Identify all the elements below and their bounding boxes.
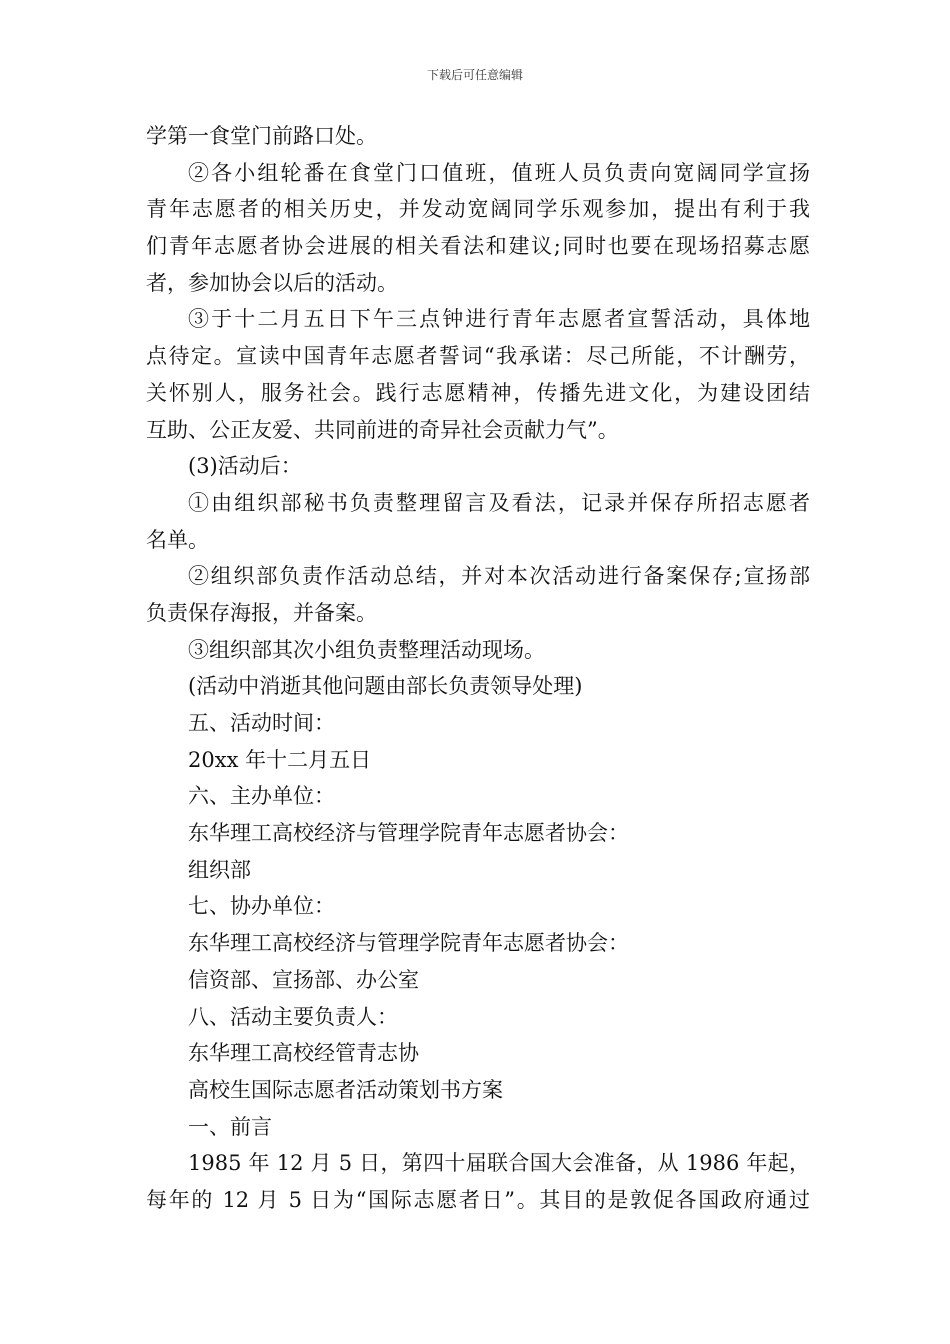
text-line: 点待定。宣读中国青年志愿者誓词“我承诺：尽己所能，不计酬劳， [146,344,810,369]
text-line: 六、主办单位： [188,784,335,809]
text-line: 名单。 [146,527,209,552]
text-line: ②各小组轮番在食堂门口值班，值班人员负责向宽阔同学宣扬 [188,160,810,185]
text-line: 们青年志愿者协会进展的相关看法和建议;同时也要在现场招募志愿 [146,234,810,259]
text-line: 负责保存海报，并备案。 [146,600,377,625]
text-line: (3)活动后： [188,454,302,479]
text-line: 信资部、宣扬部、办公室 [188,967,419,992]
text-line: 青年志愿者的相关历史，并发动宽阔同学乐观参加，提出有利于我 [146,197,810,222]
text-line: ①由组织部秘书负责整理留言及看法，记录并保存所招志愿者 [188,490,810,515]
text-line: 东华理工高校经济与管理学院青年志愿者协会： [188,931,629,956]
document-body [146,118,810,1219]
text-line: 互助、公正友爱、共同前进的奇异社会贡献力气”。 [146,417,619,442]
text-line: ③组织部其次小组负责整理活动现场。 [188,637,545,662]
text-line: 每年的 12 月 5 日为“国际志愿者日”。其目的是敦促各国政府通过 [146,1187,810,1212]
text-line: 东华理工高校经济与管理学院青年志愿者协会： [188,821,629,846]
text-line: (活动中消逝其他问题由部长负责领导处理) [188,674,583,699]
text-line: ②组织部负责作活动总结，并对本次活动进行备案保存;宣扬部 [188,564,810,589]
text-line: 学第一食堂门前路口处。 [146,124,377,148]
text-line: ③于十二月五日下午三点钟进行青年志愿者宣誓活动，具体地 [188,307,810,332]
text-line: 20xx 年十二月五日 [188,747,372,772]
text-line: 关怀别人，服务社会。践行志愿精神，传播先进文化，为建设团结 [146,380,810,405]
text-line: 八、活动主要负责人： [188,1004,398,1029]
text-line: 者，参加协会以后的活动。 [146,270,398,295]
text-line: 五、活动时间： [188,711,335,735]
text-line: 东华理工高校经管青志协 [188,1041,419,1066]
text-line: 1985 年 12 月 5 日，第四十届联合国大会准备，从 1986 年起， [188,1151,810,1176]
text-line: 一、前言 [188,1114,272,1139]
page-header: 下载后可任意编辑 [426,68,523,82]
text-line: 高校生国际志愿者活动策划书方案 [188,1077,503,1102]
text-line: 组织部 [188,857,251,882]
text-line: 七、协办单位： [188,894,335,919]
